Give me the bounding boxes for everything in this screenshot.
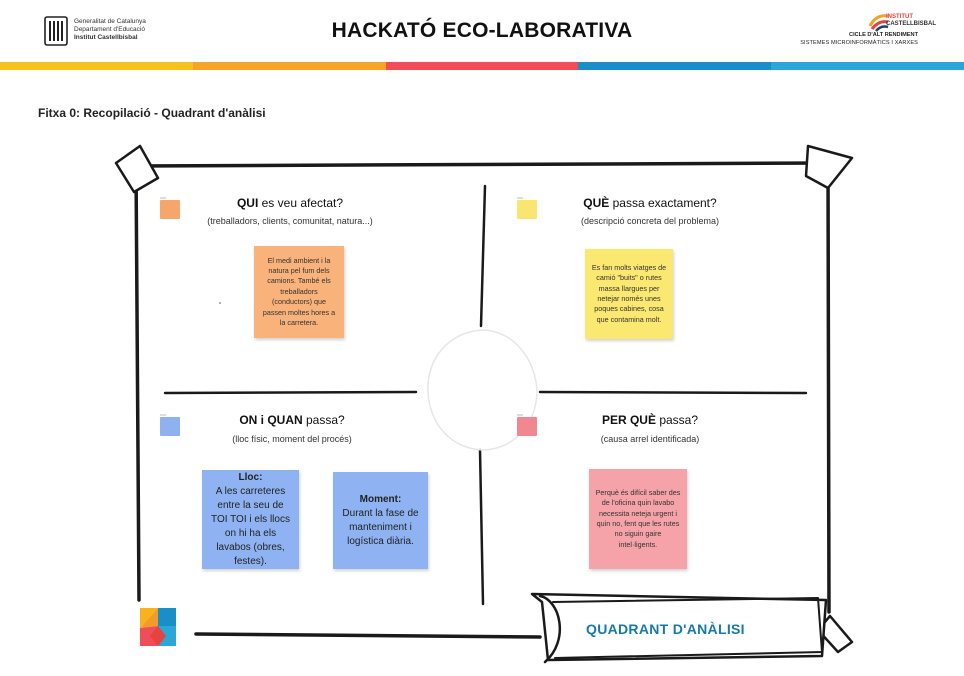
place-note-text — [210, 471, 291, 569]
who-heading-rest: es veu afectat? — [258, 196, 344, 210]
where-when-subtitle: (lloc físic, moment del procés) — [232, 434, 352, 444]
what-note-text: Es fan molts viatges de camió "buits" o rutes massa llargues per netejar només unes poques cabines, cosa que contamina molt. — [591, 262, 667, 324]
where-when-heading-rest: passa? — [302, 413, 345, 427]
tag-body — [517, 417, 537, 436]
where-when-color-tag — [160, 414, 180, 436]
what-color-tag — [517, 197, 537, 219]
what-subtitle: (descripció concreta del problema) — [580, 216, 720, 226]
page-title: HACKATÓ ECO-LABORATIVA — [331, 19, 633, 42]
where-when-heading — [192, 413, 392, 427]
cycle-subtitle: SISTEMES MICROINFORMÀTICS I XARXES — [800, 40, 918, 46]
who-color-tag — [160, 197, 180, 219]
brand-line-2: CASTELLBISBAL — [886, 21, 936, 27]
what-heading — [550, 196, 750, 210]
who-heading-bold: QUI — [236, 196, 259, 210]
logo-line-2: Departament d'Educació — [74, 26, 145, 33]
why-subtitle: (causa arrel identificada) — [600, 434, 700, 444]
moment-note-label: Moment: — [359, 493, 402, 505]
who-sticky-note[interactable] — [254, 246, 344, 338]
who-heading — [190, 196, 390, 210]
where-when-heading-bold: ON i QUAN — [239, 413, 303, 427]
what-sticky-note[interactable] — [585, 249, 673, 339]
why-sticky-note[interactable] — [589, 469, 687, 569]
moment-note-body: Durant la fase de manteniment i logística diària. — [342, 507, 419, 547]
tag-body — [160, 417, 180, 436]
puzzle-logo-icon — [140, 608, 176, 646]
why-note-text: Perquè és difícil saber des de l'oficina quin lavabo necessita neteja urgent i quin no, fent que les rutes no siguin gaire intel·ligents. — [595, 487, 681, 549]
banner-label: QUADRANT D'ANÀLISI — [586, 621, 745, 637]
moment-sticky-note[interactable] — [333, 472, 428, 569]
brand-line-1: INSTITUT — [886, 14, 913, 20]
tag-body — [160, 200, 180, 219]
who-subtitle: (treballadors, clients, comunitat, natura...) — [207, 216, 373, 226]
sheet-title: Fitxa 0: Recopilació - Quadrant d'anàlisi — [38, 106, 266, 120]
moment-note-text — [341, 493, 420, 549]
why-color-tag — [517, 414, 537, 436]
tag-pin — [160, 197, 166, 199]
tag-body — [517, 200, 537, 219]
tag-pin — [160, 414, 166, 416]
place-sticky-note[interactable] — [202, 470, 299, 569]
place-note-body: A les carreteres entre la seu de TOI TOI i els llocs on hi ha els lavabos (obres, festes). — [211, 485, 290, 567]
logo-line-1: Generalitat de Catalunya — [74, 18, 146, 25]
who-note-text: El medi ambient i la natura pel fum dels camions. També els treballadors (conductors) que passen moltes hores a la carretera. — [262, 255, 336, 328]
what-heading-bold: QUÈ — [583, 196, 610, 210]
why-heading-rest: passa? — [655, 413, 699, 427]
tag-pin — [517, 414, 523, 416]
tag-pin — [517, 197, 523, 199]
why-heading — [550, 413, 750, 427]
cycle-name: CICLE D'ALT RENDIMENT — [849, 32, 918, 38]
logo-line-3: Institut Castellbisbal — [74, 34, 138, 41]
what-heading-rest: passa exactament? — [609, 196, 717, 210]
why-heading-bold: PER QUÈ — [601, 413, 656, 427]
place-note-label: Lloc: — [238, 471, 263, 483]
